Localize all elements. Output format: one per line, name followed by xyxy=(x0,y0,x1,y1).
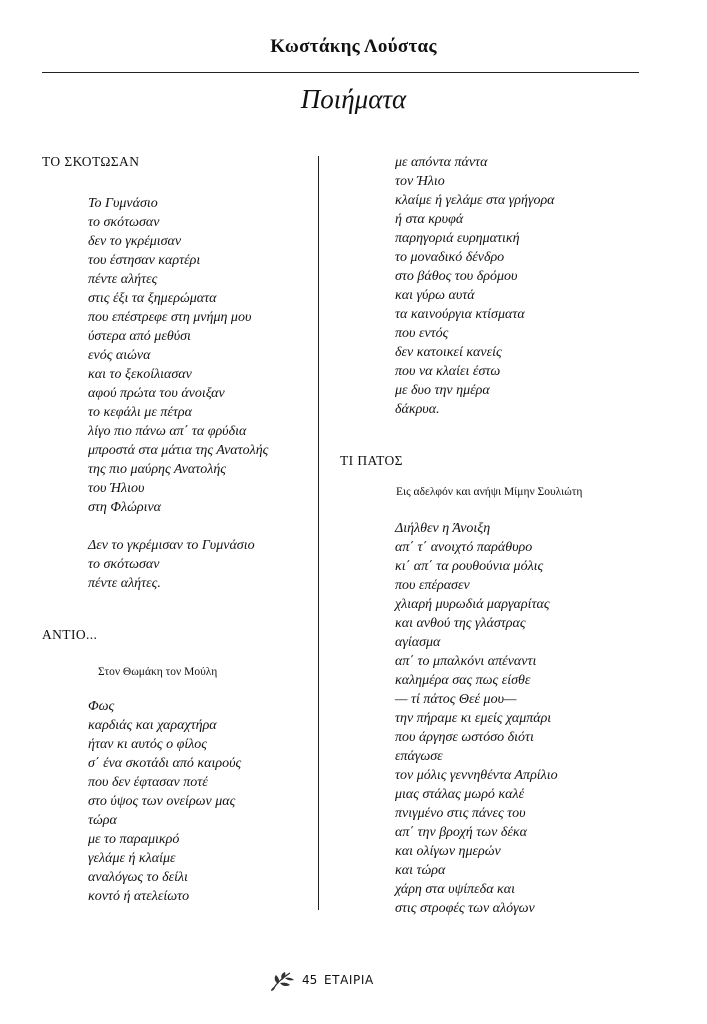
poem-line: με το παραμικρό xyxy=(88,832,180,847)
poem-line: πνιγμένο στις πάνες του xyxy=(395,806,526,821)
poem-line: ενός αιώνα xyxy=(88,348,151,363)
poem-line: χλιαρή μυρωδιά μαργαρίτας xyxy=(395,597,550,612)
page-number: 45 xyxy=(302,973,318,987)
poem-line: γελάμε ή κλαίμε xyxy=(88,851,176,866)
poem-line: κι΄ απ΄ τα ρουθούνια μόλις xyxy=(395,559,544,574)
dedication-ti-patos: Εις αδελφόν και ανήψι Μίμην Σουλιώτη xyxy=(396,486,583,498)
right-column xyxy=(340,153,670,918)
poem-line: μιας στάλας μωρό καλέ xyxy=(395,787,525,802)
poem-line: που επέρασεν xyxy=(395,578,470,593)
poem-line: με απόντα πάντα xyxy=(395,155,488,170)
poem-line: Το Γυμνάσιο xyxy=(88,196,158,211)
poem-line: Φως xyxy=(88,699,115,714)
page-title: Ποιήματα xyxy=(300,84,407,114)
poem-to-skotosan-stanza-2 xyxy=(42,536,312,593)
magazine-name: ΕΤΑΙΡΙΑ xyxy=(324,973,374,987)
poem-to-skotosan-stanza-1 xyxy=(42,194,312,517)
poem-line: και γύρω αυτά xyxy=(395,288,475,303)
poem-line: απ΄ την βροχή των δέκα xyxy=(395,825,527,840)
poem-line: δεν το γκρέμισαν xyxy=(88,234,182,249)
poem-line: και ολίγων ημερών xyxy=(395,844,501,859)
poem-line: και το ξεκοίλιασαν xyxy=(88,367,192,382)
poem-line: ήταν κι αυτός ο φίλος xyxy=(88,737,207,752)
poem-line: δάκρυα. xyxy=(395,402,440,417)
poem-line: το κεφάλι με πέτρα xyxy=(88,405,192,420)
poem-antio-part-1 xyxy=(42,697,312,906)
poem-line: παρηγοριά ευρηματική xyxy=(395,231,520,246)
poem-line: που να κλαίει έστω xyxy=(395,364,501,379)
poem-line: που επέστρεφε στη μνήμη μου xyxy=(88,310,252,325)
poem-line: πέντε αλήτες. xyxy=(88,576,161,591)
poem-line: στο βάθος του δρόμου xyxy=(395,269,518,284)
poem-line: και ανθού της γλάστρας xyxy=(395,616,526,631)
poem-line: απ΄ το μπαλκόνι απέναντι xyxy=(395,654,537,669)
poem-line: της πιο μαύρης Ανατολής xyxy=(88,462,226,477)
poem-line: την πήραμε κι εμείς χαμπάρι xyxy=(395,711,552,726)
poem-line: του Ήλιου xyxy=(88,481,145,496)
poem-heading-to-skotosan: ΤΟ ΣΚΟΤΩΣΑΝ xyxy=(42,154,140,169)
poem-line: δεν κατοικεί κανείς xyxy=(395,345,502,360)
left-column xyxy=(42,152,312,906)
poem-ti-patos xyxy=(340,519,670,918)
poem-line: του έστησαν καρτέρι xyxy=(88,253,201,268)
poem-line: στη Φλώρινα xyxy=(88,500,162,515)
poem-line: το μοναδικό δένδρο xyxy=(395,250,505,265)
poem-line: καρδιάς και χαραχτήρα xyxy=(88,718,217,733)
author-name: Κωστάκης Λούστας xyxy=(270,36,437,57)
poem-line: που εντός xyxy=(395,326,449,341)
poem-line: τον μόλις γεννηθέντα Απρίλιο xyxy=(395,768,558,783)
poem-line: αφού πρώτα του άνοιξαν xyxy=(88,386,225,401)
poem-line: στις έξι τα ξημερώματα xyxy=(88,291,217,306)
leaf-icon xyxy=(270,970,296,992)
poem-heading-ti-patos: ΤΙ ΠΑΤΟΣ xyxy=(340,453,403,468)
poem-line: απ΄ τ΄ ανοιχτό παράθυρο xyxy=(395,540,533,555)
poem-line: στο ύψος των ονείρων μας xyxy=(88,794,236,809)
header-rule xyxy=(42,72,639,73)
poem-line: ή στα κρυφά xyxy=(395,212,464,227)
poem-antio-part-2 xyxy=(340,153,670,419)
poem-line: χάρη στα υψίπεδα και xyxy=(395,882,515,897)
poem-line: που άργησε ωστόσο διότι xyxy=(395,730,534,745)
poem-line: επάγωσε xyxy=(395,749,443,764)
poem-line: πέντε αλήτες xyxy=(88,272,158,287)
poem-line: — τί πάτος Θεέ μου— xyxy=(395,692,517,707)
column-divider xyxy=(318,156,319,910)
poem-line: το σκότωσαν xyxy=(88,215,160,230)
page-footer xyxy=(270,970,410,992)
poem-line: Διήλθεν η Άνοιξη xyxy=(395,521,491,536)
poem-line: με δυο την ημέρα xyxy=(395,383,490,398)
poem-line: τον Ήλιο xyxy=(395,174,445,189)
poem-line: καλημέρα σας πως είσθε xyxy=(395,673,531,688)
poem-line: που δεν έφτασαν ποτέ xyxy=(88,775,208,790)
poem-line: κοντό ή ατελείωτο xyxy=(88,889,190,904)
poem-line: μπροστά στα μάτια της Ανατολής xyxy=(88,443,269,458)
poem-line: στις στροφές των αλόγων xyxy=(395,901,535,916)
poem-line: Δεν το γκρέμισαν το Γυμνάσιο xyxy=(88,538,255,553)
poem-line: λίγο πιο πάνω απ΄ τα φρύδια xyxy=(88,424,247,439)
poem-heading-antio: ΑΝΤΙΟ... xyxy=(42,627,98,642)
poem-line: αναλόγως το δείλι xyxy=(88,870,188,885)
poem-line: το σκότωσαν xyxy=(88,557,160,572)
poem-line: και τώρα xyxy=(395,863,446,878)
poem-line: τα καινούργια κτίσματα xyxy=(395,307,525,322)
poem-line: σ΄ ένα σκοτάδι από καιρούς xyxy=(88,756,242,771)
poem-line: κλαίμε ή γελάμε στα γρήγορα xyxy=(395,193,555,208)
poem-line: αγίασμα xyxy=(395,635,441,650)
poem-line: ύστερα από μεθύσι xyxy=(88,329,191,344)
poem-line: τώρα xyxy=(88,813,117,828)
dedication-antio: Στον Θωμάκη τον Μούλη xyxy=(98,666,218,678)
